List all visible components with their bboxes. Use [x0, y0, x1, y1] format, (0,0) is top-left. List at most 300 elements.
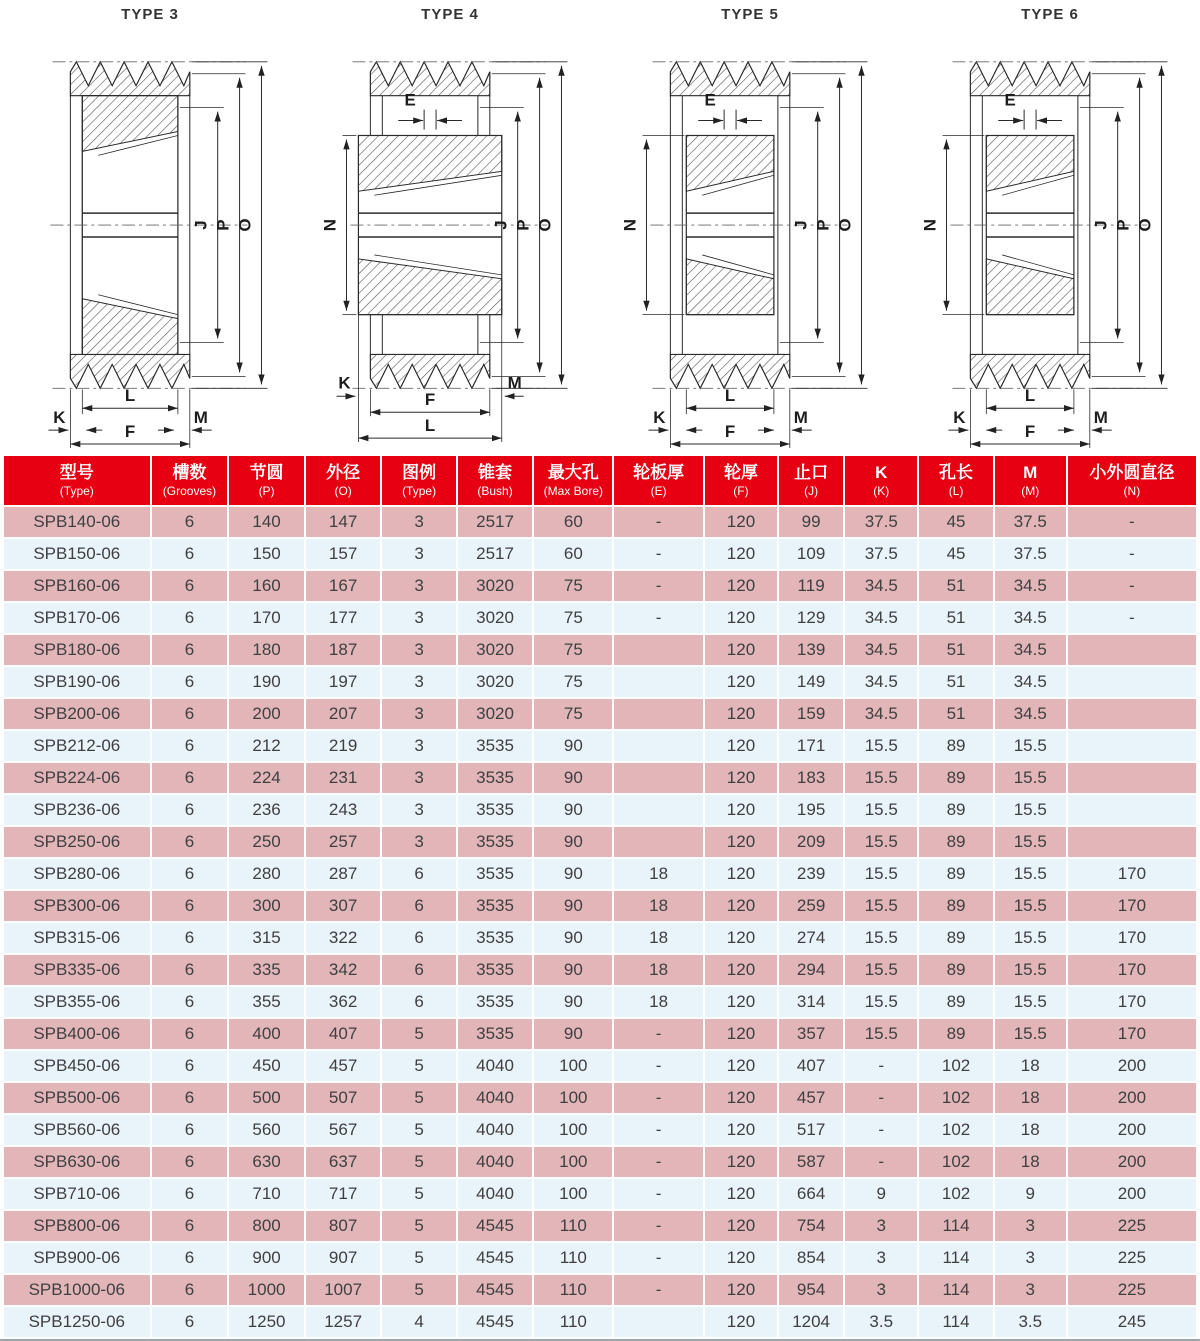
table-row	[4, 731, 1196, 761]
cell: 51	[919, 571, 992, 601]
cell: 170	[1068, 955, 1196, 985]
diagram-type6	[900, 4, 1200, 454]
cell: SPB500-06	[4, 1083, 150, 1113]
cell: 517	[779, 1115, 843, 1145]
cell: -	[614, 1243, 703, 1273]
cell: 170	[1068, 891, 1196, 921]
svg-text:N: N	[320, 218, 340, 232]
svg-text:E: E	[404, 90, 416, 110]
cell: -	[614, 1147, 703, 1177]
cell: 274	[779, 923, 843, 953]
svg-text:K: K	[653, 408, 666, 428]
cell: 3	[995, 1243, 1066, 1273]
svg-text:F: F	[1024, 422, 1036, 442]
cell: SPB355-06	[4, 987, 150, 1017]
cell: 630	[229, 1147, 304, 1177]
table-row	[4, 827, 1196, 857]
cell: 4545	[458, 1307, 533, 1337]
cell: 51	[919, 635, 992, 665]
cell: 1250	[229, 1307, 304, 1337]
table-row	[4, 1243, 1196, 1273]
cell: 195	[779, 795, 843, 825]
cell: 3	[382, 795, 455, 825]
cell: 6	[152, 1051, 228, 1081]
cell: 34.5	[995, 635, 1066, 665]
cell: 114	[919, 1211, 992, 1241]
cell: 45	[919, 507, 992, 537]
cell: SPB300-06	[4, 891, 150, 921]
cell: 800	[229, 1211, 304, 1241]
cell: 120	[705, 987, 777, 1017]
cell: 6	[152, 987, 228, 1017]
cell: 15.5	[995, 955, 1066, 985]
cell: 170	[1068, 987, 1196, 1017]
cell: 6	[382, 987, 455, 1017]
cell: 637	[306, 1147, 381, 1177]
cell: 3	[845, 1275, 917, 1305]
cell: 5	[382, 1179, 455, 1209]
cell: 34.5	[845, 603, 917, 633]
cell: 1000	[229, 1275, 304, 1305]
svg-text:P: P	[513, 219, 533, 231]
cell: 6	[382, 859, 455, 889]
cell: 239	[779, 859, 843, 889]
cell: 3	[382, 827, 455, 857]
table-row	[4, 1179, 1196, 1209]
cell	[1068, 699, 1196, 729]
cell: 102	[919, 1115, 992, 1145]
cell	[614, 763, 703, 793]
cell: 6	[152, 571, 228, 601]
table-row	[4, 1019, 1196, 1049]
table-row	[4, 1147, 1196, 1177]
cell: 90	[534, 891, 612, 921]
column-header: M (M)	[995, 456, 1066, 505]
svg-text:J: J	[1091, 220, 1111, 230]
column-header: 型号 (Type)	[4, 456, 150, 505]
cell: SPB212-06	[4, 731, 150, 761]
svg-text:M: M	[507, 373, 522, 393]
cell: 120	[705, 1019, 777, 1049]
cell: 100	[534, 1147, 612, 1177]
cell: 6	[152, 1083, 228, 1113]
cell: 90	[534, 987, 612, 1017]
column-header: 外径 (O)	[306, 456, 381, 505]
cell: 120	[705, 1051, 777, 1081]
table-row	[4, 571, 1196, 601]
svg-text:L: L	[724, 386, 736, 406]
cell: 854	[779, 1243, 843, 1273]
cell: SPB160-06	[4, 571, 150, 601]
svg-text:J: J	[491, 220, 511, 230]
cell: 3535	[458, 923, 533, 953]
cell: 3535	[458, 827, 533, 857]
column-header: 槽数 (Grooves)	[152, 456, 228, 505]
cell: 129	[779, 603, 843, 633]
cell: 200	[1068, 1051, 1196, 1081]
cell: 3535	[458, 859, 533, 889]
diagram-title: TYPE 6	[1021, 6, 1079, 23]
cell: 4545	[458, 1275, 533, 1305]
cell: 6	[152, 667, 228, 697]
column-header: 孔长 (L)	[919, 456, 992, 505]
cell: 6	[152, 1115, 228, 1145]
cell: 207	[306, 699, 381, 729]
cell: 18	[995, 1051, 1066, 1081]
cell: 1257	[306, 1307, 381, 1337]
cell: 120	[705, 923, 777, 953]
cell: 120	[705, 827, 777, 857]
cell: 120	[705, 1243, 777, 1273]
cell: 120	[705, 1179, 777, 1209]
table-row	[4, 891, 1196, 921]
cell: 37.5	[845, 507, 917, 537]
cell: 90	[534, 763, 612, 793]
cell: 457	[779, 1083, 843, 1113]
cell: 3.5	[845, 1307, 917, 1337]
svg-text:O: O	[1135, 218, 1155, 232]
cell	[614, 699, 703, 729]
cell: 45	[919, 539, 992, 569]
cell: 34.5	[995, 667, 1066, 697]
cell: 5	[382, 1083, 455, 1113]
cell: 3	[382, 699, 455, 729]
cell: 335	[229, 955, 304, 985]
cell: 6	[382, 955, 455, 985]
cell: 2517	[458, 539, 533, 569]
pulley-drawing-type4-icon	[300, 26, 600, 454]
pulley-drawing-type6-icon	[900, 26, 1200, 454]
cell: 567	[306, 1115, 381, 1145]
cell: 9	[995, 1179, 1066, 1209]
cell: 5	[382, 1243, 455, 1273]
cell: 18	[614, 859, 703, 889]
table-row	[4, 987, 1196, 1017]
cell: SPB315-06	[4, 923, 150, 953]
cell: 407	[779, 1051, 843, 1081]
table-row	[4, 635, 1196, 665]
cell: 120	[705, 891, 777, 921]
cell: 15.5	[845, 955, 917, 985]
cell: 60	[534, 507, 612, 537]
table-row	[4, 923, 1196, 953]
cell: 3	[382, 731, 455, 761]
cell: 15.5	[845, 731, 917, 761]
spec-table	[2, 454, 1198, 1339]
cell: 4040	[458, 1051, 533, 1081]
cell: 6	[152, 603, 228, 633]
cell: 120	[705, 1115, 777, 1145]
cell: 4040	[458, 1083, 533, 1113]
cell: 3	[382, 667, 455, 697]
cell: SPB630-06	[4, 1147, 150, 1177]
svg-text:K: K	[53, 408, 66, 428]
cell: 4	[382, 1307, 455, 1337]
cell: 37.5	[995, 539, 1066, 569]
cell: 4545	[458, 1211, 533, 1241]
table-row	[4, 763, 1196, 793]
cell: 90	[534, 1019, 612, 1049]
cell: 34.5	[995, 571, 1066, 601]
cell: 6	[152, 923, 228, 953]
cell: 15.5	[845, 795, 917, 825]
cell: 18	[995, 1083, 1066, 1113]
cell: 200	[229, 699, 304, 729]
cell: 120	[705, 859, 777, 889]
cell: SPB900-06	[4, 1243, 150, 1273]
cell: 6	[152, 1243, 228, 1273]
cell: 120	[705, 603, 777, 633]
cell: 150	[229, 539, 304, 569]
cell: 15.5	[995, 923, 1066, 953]
cell	[614, 667, 703, 697]
cell: 710	[229, 1179, 304, 1209]
cell: 6	[152, 763, 228, 793]
svg-text:K: K	[953, 408, 966, 428]
column-header: 节圆 (P)	[229, 456, 304, 505]
svg-text:P: P	[813, 219, 833, 231]
cell: 225	[1068, 1243, 1196, 1273]
cell: 102	[919, 1147, 992, 1177]
cell: 75	[534, 635, 612, 665]
cell: 114	[919, 1275, 992, 1305]
column-header: 锥套 (Bush)	[458, 456, 533, 505]
cell: 243	[306, 795, 381, 825]
svg-text:J: J	[191, 220, 211, 230]
cell: 180	[229, 635, 304, 665]
cell: SPB560-06	[4, 1115, 150, 1145]
cell: 3535	[458, 731, 533, 761]
cell: 18	[614, 923, 703, 953]
cell: 90	[534, 859, 612, 889]
cell: 9	[845, 1179, 917, 1209]
cell: 314	[779, 987, 843, 1017]
cell: -	[845, 1083, 917, 1113]
cell: -	[614, 1211, 703, 1241]
cell: 120	[705, 763, 777, 793]
cell: 5	[382, 1147, 455, 1177]
cell: SPB140-06	[4, 507, 150, 537]
cell: SPB190-06	[4, 667, 150, 697]
cell: 75	[534, 603, 612, 633]
cell: 159	[779, 699, 843, 729]
cell: 120	[705, 635, 777, 665]
cell: 110	[534, 1243, 612, 1273]
cell: 3020	[458, 603, 533, 633]
cell: 120	[705, 1275, 777, 1305]
cell: SPB150-06	[4, 539, 150, 569]
cell: 1204	[779, 1307, 843, 1337]
cell: 110	[534, 1275, 612, 1305]
cell: 15.5	[845, 1019, 917, 1049]
cell: 6	[152, 1275, 228, 1305]
cell: 4040	[458, 1147, 533, 1177]
cell: -	[614, 1115, 703, 1145]
cell: 6	[152, 955, 228, 985]
cell: 3535	[458, 1019, 533, 1049]
cell: 15.5	[995, 891, 1066, 921]
svg-text:F: F	[724, 422, 736, 442]
cell: 15.5	[845, 859, 917, 889]
cell: 500	[229, 1083, 304, 1113]
cell: 51	[919, 603, 992, 633]
svg-text:E: E	[1004, 90, 1016, 110]
cell: SPB800-06	[4, 1211, 150, 1241]
column-header: 小外圆直径 (N)	[1068, 456, 1196, 505]
cell: 15.5	[845, 763, 917, 793]
cell: 114	[919, 1307, 992, 1337]
cell	[1068, 667, 1196, 697]
cell: 119	[779, 571, 843, 601]
cell: 212	[229, 731, 304, 761]
cell: 200	[1068, 1115, 1196, 1145]
cell: 75	[534, 667, 612, 697]
cell: 4040	[458, 1179, 533, 1209]
cell: SPB250-06	[4, 827, 150, 857]
cell: 400	[229, 1019, 304, 1049]
cell: 120	[705, 571, 777, 601]
svg-text:O: O	[835, 218, 855, 232]
cell: 3	[382, 603, 455, 633]
cell: 6	[152, 827, 228, 857]
cell: 315	[229, 923, 304, 953]
cell: 120	[705, 539, 777, 569]
cell: 3	[382, 635, 455, 665]
diagram-type4	[300, 4, 600, 454]
cell: -	[845, 1115, 917, 1145]
svg-text:P: P	[213, 219, 233, 231]
cell: 18	[614, 891, 703, 921]
cell: 114	[919, 1243, 992, 1273]
cell: -	[614, 1019, 703, 1049]
cell: 120	[705, 1083, 777, 1113]
table-row	[4, 1275, 1196, 1305]
cell: 245	[1068, 1307, 1196, 1337]
svg-text:L: L	[424, 416, 436, 436]
column-header: 图例 (Type)	[382, 456, 455, 505]
cell: 75	[534, 699, 612, 729]
cell: 34.5	[995, 699, 1066, 729]
cell: 120	[705, 1307, 777, 1337]
cell: 15.5	[995, 1019, 1066, 1049]
cell: 147	[306, 507, 381, 537]
svg-text:J: J	[791, 220, 811, 230]
cell: 6	[382, 923, 455, 953]
cell: 120	[705, 1147, 777, 1177]
cell: 139	[779, 635, 843, 665]
svg-text:N: N	[920, 218, 940, 232]
cell: 250	[229, 827, 304, 857]
diagram-title: TYPE 4	[421, 6, 479, 23]
cell: 89	[919, 891, 992, 921]
cell: 259	[779, 891, 843, 921]
cell: 6	[152, 891, 228, 921]
svg-text:O: O	[235, 218, 255, 232]
cell: 171	[779, 731, 843, 761]
cell: 37.5	[995, 507, 1066, 537]
diagram-title: TYPE 5	[721, 6, 779, 23]
cell: 15.5	[845, 827, 917, 857]
cell: 664	[779, 1179, 843, 1209]
cell: 90	[534, 923, 612, 953]
cell: 183	[779, 763, 843, 793]
cell: 6	[152, 699, 228, 729]
cell: 18	[614, 987, 703, 1017]
cell: -	[1068, 507, 1196, 537]
table-row	[4, 1211, 1196, 1241]
cell	[614, 1307, 703, 1337]
cell: 219	[306, 731, 381, 761]
cell: 236	[229, 795, 304, 825]
pulley-drawing-type3-icon	[0, 26, 300, 454]
cell: 3535	[458, 891, 533, 921]
cell: 3	[845, 1211, 917, 1241]
cell: 89	[919, 1019, 992, 1049]
cell: 15.5	[995, 731, 1066, 761]
cell: 5	[382, 1019, 455, 1049]
table-row	[4, 699, 1196, 729]
cell: 51	[919, 667, 992, 697]
cell: 4040	[458, 1115, 533, 1145]
cell: -	[1068, 539, 1196, 569]
svg-text:M: M	[793, 408, 808, 428]
cell: 5	[382, 1275, 455, 1305]
cell: 102	[919, 1051, 992, 1081]
cell: 322	[306, 923, 381, 953]
cell: 1007	[306, 1275, 381, 1305]
cell: 457	[306, 1051, 381, 1081]
column-header: 止口 (J)	[779, 456, 843, 505]
cell: 3535	[458, 987, 533, 1017]
cell	[614, 827, 703, 857]
cell: 99	[779, 507, 843, 537]
cell: SPB236-06	[4, 795, 150, 825]
cell	[614, 731, 703, 761]
cell: 157	[306, 539, 381, 569]
cell: 89	[919, 795, 992, 825]
cell: 6	[152, 731, 228, 761]
cell: 100	[534, 1051, 612, 1081]
cell: SPB170-06	[4, 603, 150, 633]
cell: 51	[919, 699, 992, 729]
cell: 6	[152, 859, 228, 889]
cell: 170	[1068, 859, 1196, 889]
cell: 200	[1068, 1083, 1196, 1113]
cell: 6	[152, 539, 228, 569]
svg-text:M: M	[193, 408, 208, 428]
cell: 3020	[458, 699, 533, 729]
cell: 120	[705, 955, 777, 985]
cell: -	[614, 507, 703, 537]
column-header: 最大孔 (Max Bore)	[534, 456, 612, 505]
cell: 90	[534, 731, 612, 761]
cell: 89	[919, 923, 992, 953]
table-row	[4, 1115, 1196, 1145]
cell: 450	[229, 1051, 304, 1081]
cell: 34.5	[845, 667, 917, 697]
cell: 560	[229, 1115, 304, 1145]
cell: 120	[705, 731, 777, 761]
cell: 6	[152, 1147, 228, 1177]
cell: 120	[705, 795, 777, 825]
cell: 342	[306, 955, 381, 985]
cell: -	[614, 1051, 703, 1081]
cell: 717	[306, 1179, 381, 1209]
cell: 3	[382, 507, 455, 537]
cell: SPB180-06	[4, 635, 150, 665]
cell: 3.5	[995, 1307, 1066, 1337]
cell: 197	[306, 667, 381, 697]
